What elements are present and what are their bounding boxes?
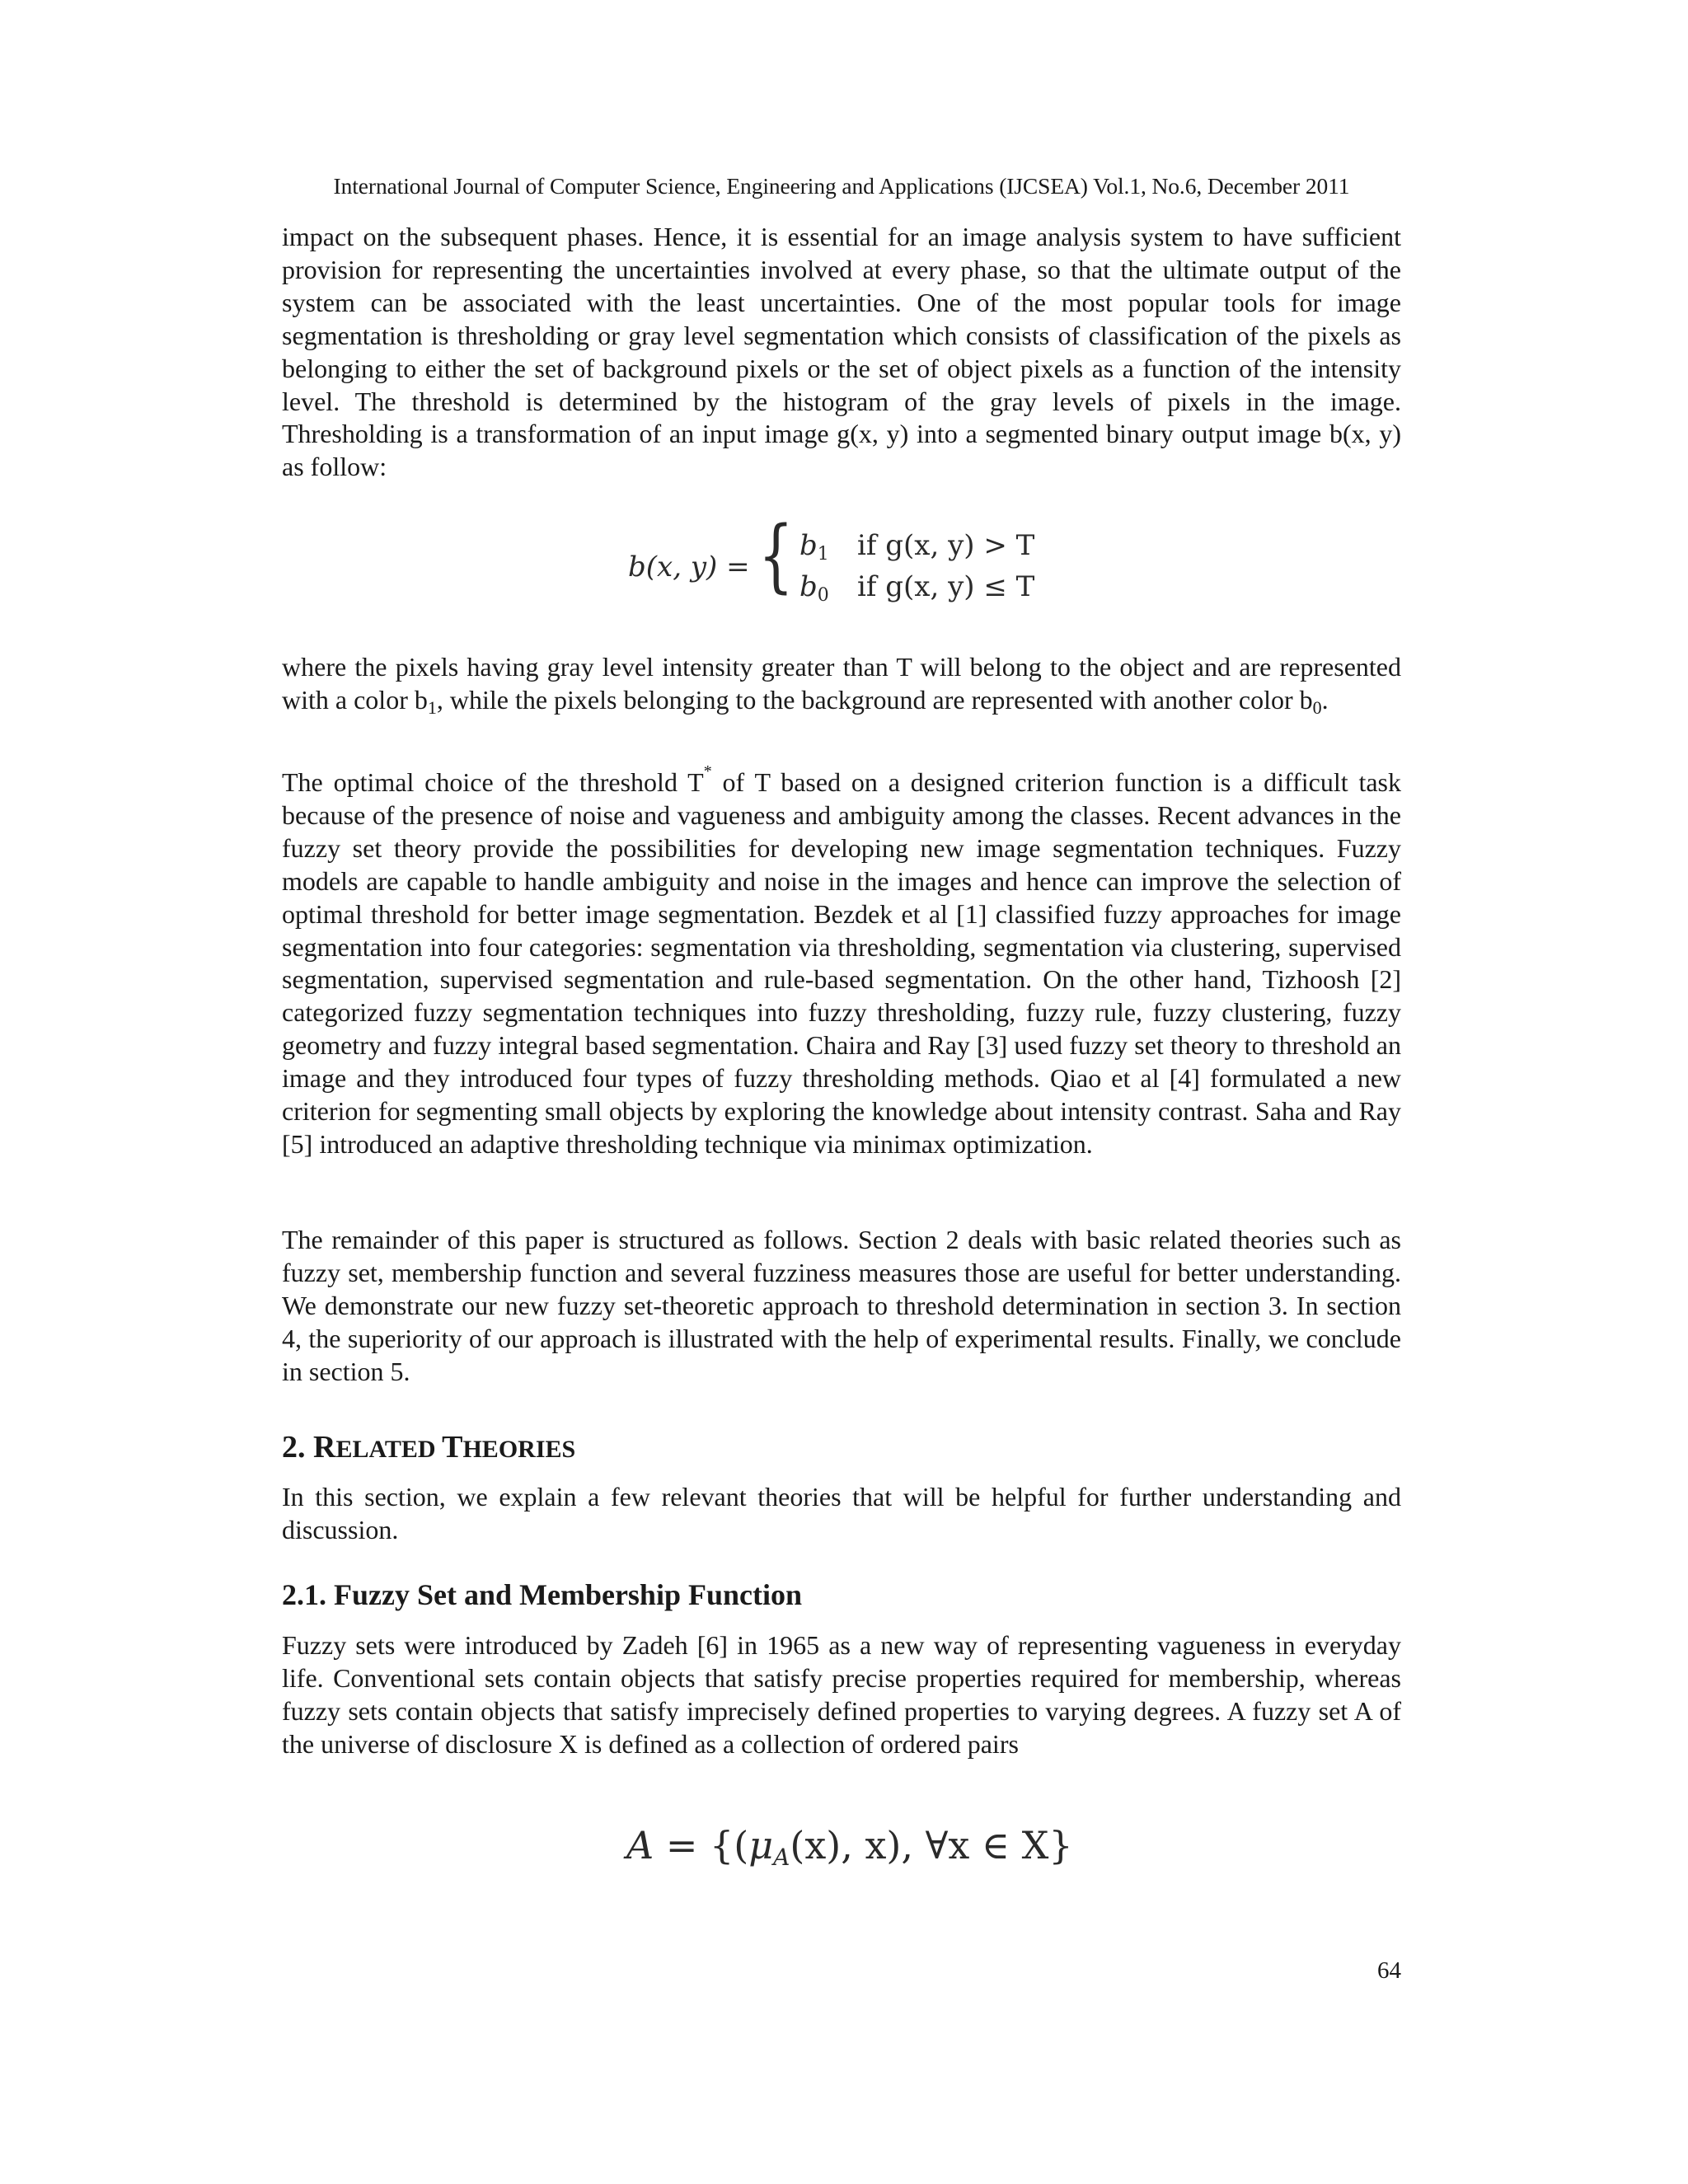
running-header: International Journal of Computer Science, Engineering and Applications (IJCSEA) Vol.1, No.6, December 2011	[333, 173, 1350, 199]
paragraph-thresholding-intro: impact on the subsequent phases. Hence, it is essential for an image analysis system to have sufficient provision for representing the uncertainties involved at every phase, so that the ultimate output of the system can be associated with the least uncertainties. One of the most popular tools for image segmentation is thresholding or gray level segmentation which consists of classification of the pixels as belonging to either the set of background pixels or the set of object pixels as a function of the intensity level. The threshold is determined by the histogram of the gray levels of pixels in the image. Thresholding is a transformation of an input image g(x, y) into a segmented binary output image b(x, y) as follow:	[282, 222, 1401, 482]
equation-case-1: $b_1$ if g(x, y) > T	[799, 529, 1035, 565]
paragraph-paper-structure: The remainder of this paper is structured as follows. Section 2 deals with basic related theories such as fuzzy set, membership function and several fuzziness measures those are useful for better understanding. We demonstrate our new fuzzy set-theoretic approach to threshold determination in section 3. In section 4, the superiority of our approach is illustrated with the help of experimental results. Finally, we conclude in section 5.	[282, 1225, 1401, 1386]
paragraph-section-2-intro: In this section, we explain a few relevant theories that will be helpful for further understanding and discussion.	[282, 1482, 1401, 1544]
equation-case-2: $b_0$ if g(x, y) ≤ T	[799, 570, 1035, 606]
subsection-heading-fuzzy-set: 2.1. Fuzzy Set and Membership Function	[282, 1578, 803, 1611]
equation-binary-threshold	[628, 509, 1123, 618]
paragraph-optimal-threshold: The optimal choice of the threshold T* of T based on a designed criterion function is a difficult task because of the presence of noise and vagueness and ambiguity among the classes. Recent advances in the fuzzy set theory provide the possibilities for developing new image segmentation techniques. Fuzzy models are capable to handle ambiguity and noise in the images and hence can improve the selection of optimal threshold for better image segmentation. Bezdek et al [1] classified fuzzy approaches for image segmentation into four categories: segmentation via thresholding, segmentation via clustering, supervised segmentation, supervised segmentation and rule-based segmentation. On the other hand, Tizhoosh [2] categorized fuzzy segmentation techniques into fuzzy thresholding, fuzzy rule, fuzzy clustering, fuzzy geometry and fuzzy integral based segmentation. Chaira and Ray [3] used fuzzy set theory to threshold an image and they introduced four types of fuzzy thresholding methods. Qiao et al [4] formulated a new criterion for segmenting small objects by exploring the knowledge about intensity contrast. Saha and Ray [5] introduced an adaptive thresholding technique via minimax optimization.	[282, 762, 1402, 1159]
equation-fuzzy-set: $A = \{(\mu_A(x)$, x), ∀x ∈ X}	[626, 1823, 1073, 1871]
paragraph-fuzzy-set-definition: Fuzzy sets were introduced by Zadeh [6] in 1965 as a new way of representing vagueness in everyday life. Conventional sets contain objects that satisfy precise properties required for membership, whereas fuzzy sets contain objects that satisfy imprecisely defined properties to varying degrees. A fuzzy set A of the universe of disclosure X is defined as a collection of ordered pairs	[282, 1630, 1401, 1759]
paragraph-pixel-colors: where the pixels having gray level intensity greater than T will belong to the object and are represented with a color $b_1$, while the pixels belonging to the background are represented with another color $b_0$.	[282, 652, 1401, 718]
section-heading-related-theories: 2. RELATED THEORIES	[282, 1430, 576, 1465]
equation-lhs: b(x, y) =	[628, 551, 750, 583]
page-number: 64	[1377, 1957, 1401, 1984]
equation-brace: {	[758, 509, 794, 602]
